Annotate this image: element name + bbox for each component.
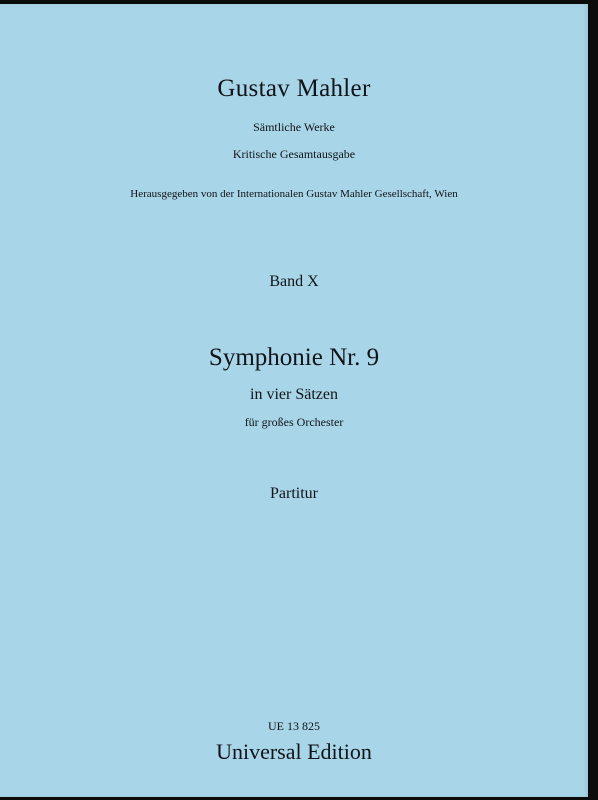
score-type: Partitur [270,485,318,502]
scoring-note: für großes Orchester [244,415,344,429]
movements-note: in vier Sätzen [250,386,338,403]
catalog-number: UE 13 825 [268,719,320,733]
work-title: Symphonie Nr. 9 [208,344,380,371]
composer-name: Gustav Mahler [217,75,371,102]
score-cover [0,4,588,797]
publisher-name: Universal Edition [216,739,372,764]
volume-label: Band X [269,273,319,290]
editor-note: Herausgegeben von der Internationalen Gustav Mahler Gesellschaft, Wien [130,188,458,200]
edition-title: Kritische Gesamtausgabe [232,147,356,161]
series-title: Sämtliche Werke [253,120,335,134]
